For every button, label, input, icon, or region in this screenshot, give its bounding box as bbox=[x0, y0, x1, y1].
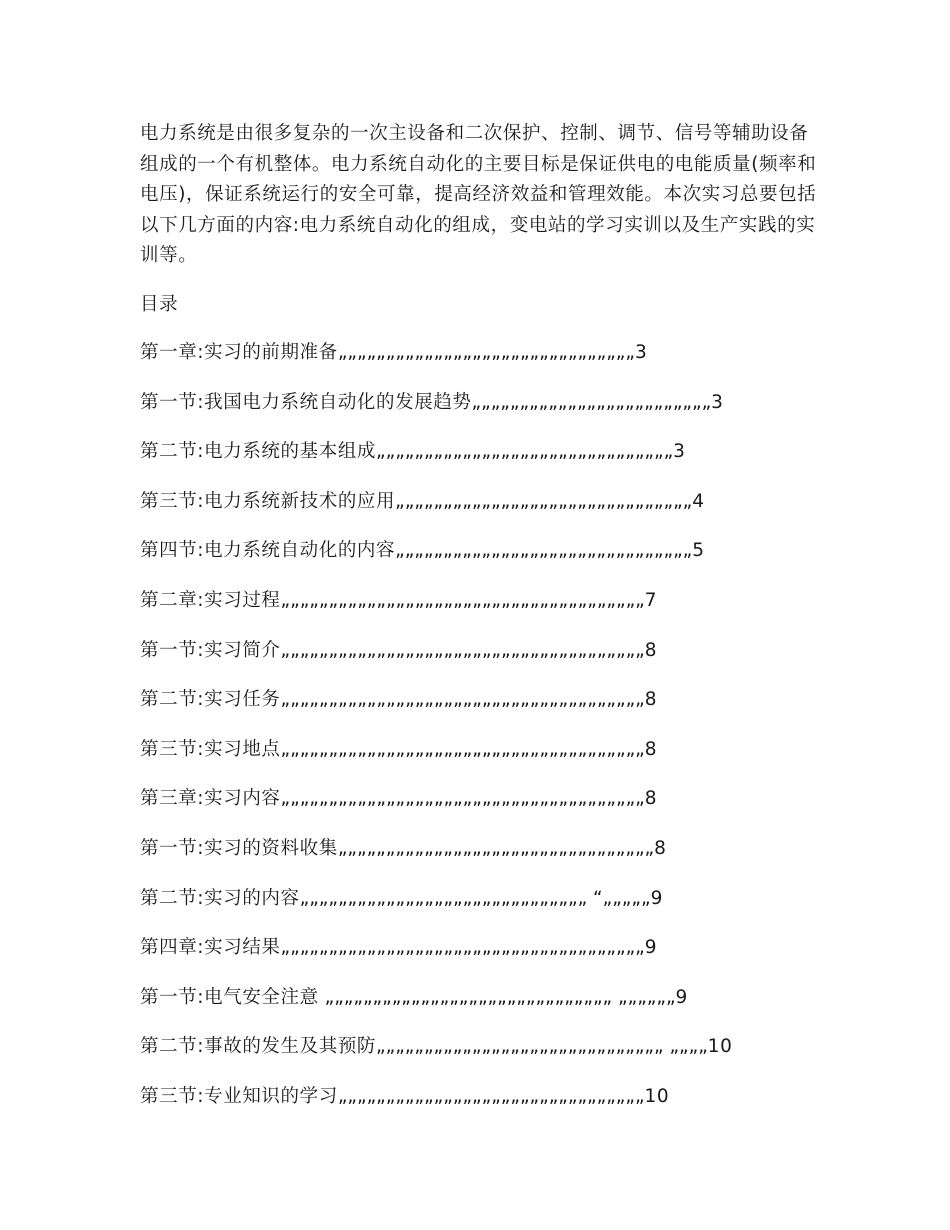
toc-entry bbox=[140, 340, 840, 390]
toc-entry-leader: „„„„„„„„„„„„„„„„„„„„„„„„„„„„„„„ bbox=[395, 490, 693, 512]
toc-entry-leader: „„„„„„„„„„„„„„„„„„„„„„„„„„„„„„„„„„„„„„ bbox=[280, 738, 645, 760]
toc-entry-label: 第三节:电力系统新技术的应用 bbox=[140, 490, 396, 512]
toc-entry-page: 10 bbox=[644, 1085, 670, 1107]
toc-entry-label: 第三节:专业知识的学习 bbox=[140, 1085, 338, 1107]
toc-entry-leader: „„„„„„„„„„„„„„„„„„„„„„„„„„„„„„„ bbox=[337, 342, 635, 363]
toc-entry-leader: „„„„„„„„„„„„„„„„„„„„„„„„„„„„„„„ bbox=[376, 441, 674, 463]
toc-entry-leader: „„„„„„„„„„„„„„„„„„„„„„„„„„„„„„„„„„„„„„ bbox=[280, 689, 645, 711]
toc-entry-leader: „„„„„„„„„„„„„„„„„„„„„„„„„„„„„„ “„„„„„ bbox=[299, 887, 651, 909]
toc-entry bbox=[140, 985, 840, 1035]
toc-entry-page: 10 bbox=[707, 1036, 733, 1058]
toc-entry-label: 第一节:我国电力系统自动化的发展趋势 bbox=[140, 391, 472, 413]
toc-entry-leader: „„„„„„„„„„„„„„„„„„„„„„„„„„„„„„„„ bbox=[337, 1085, 645, 1107]
toc-entry bbox=[140, 836, 840, 886]
toc-entry bbox=[140, 935, 840, 985]
toc-entry-page: 4 bbox=[692, 490, 705, 512]
toc-entry-leader: „„„„„„„„„„„„„„„„„„„„„„„„„„„„„„ „„„„ bbox=[376, 1036, 708, 1058]
toc-entry bbox=[140, 439, 840, 489]
toc-entry-page: 8 bbox=[654, 837, 667, 859]
toc-entry-page: 9 bbox=[644, 937, 658, 959]
toc-entry-page: 5 bbox=[692, 540, 705, 562]
toc-entry-label: 第四节:电力系统自动化的内容 bbox=[140, 540, 396, 562]
toc-entry-leader: „„„„„„„„„„„„„„„„„„„„„„„„„„„„„„„„„„„„„„ bbox=[280, 788, 645, 810]
toc-entry bbox=[140, 489, 840, 539]
toc-entry-page: 8 bbox=[644, 738, 658, 760]
toc-entry-label: 第四章:实习结果 bbox=[140, 937, 281, 959]
toc-entry-leader: „„„„„„„„„„„„„„„„„„„„„„„„„„„„„„„„„„„„„„ bbox=[280, 639, 645, 661]
toc-entry-page: 3 bbox=[673, 441, 686, 463]
toc-entry-label: 第二节:电力系统的基本组成 bbox=[140, 441, 377, 463]
toc-entry-leader: „„„„„„„„„„„„„„„„„„„„„„„„„„„„„„„„„„„„„„ bbox=[280, 589, 645, 611]
toc-entry-page: 9 bbox=[650, 887, 663, 909]
toc-entry-label: 第三节:实习地点 bbox=[140, 738, 281, 760]
toc-entry bbox=[140, 886, 840, 936]
toc-entry-page: 8 bbox=[644, 689, 658, 711]
toc-entry bbox=[140, 390, 840, 440]
toc-entry-label: 第二章:实习过程 bbox=[140, 589, 281, 611]
toc-entry-label: 第一节:电气安全注意 bbox=[140, 986, 319, 1008]
toc-entry-page: 9 bbox=[675, 986, 688, 1008]
toc-entry-leader: „„„„„„„„„„„„„„„„„„„„„„„„„ bbox=[471, 391, 712, 413]
toc-entry bbox=[140, 687, 840, 737]
toc-entry bbox=[140, 1084, 840, 1134]
toc-entry-label: 第二节:事故的发生及其预防 bbox=[140, 1036, 377, 1058]
toc-entry-page: 8 bbox=[644, 788, 658, 810]
toc-entry-leader: „„„„„„„„„„„„„„„„„„„„„„„„„„„„„„„„„„„„„„ bbox=[280, 937, 645, 959]
toc-entry-page: 3 bbox=[634, 342, 648, 363]
toc-entry bbox=[140, 786, 840, 836]
toc-entry-label: 第三章:实习内容 bbox=[140, 788, 281, 810]
toc-entry bbox=[140, 538, 840, 588]
toc-entry bbox=[140, 737, 840, 787]
table-of-contents bbox=[140, 340, 840, 1134]
toc-entry-label: 第二节:实习任务 bbox=[140, 689, 281, 711]
toc-entry-leader: „„„„„„„„„„„„„„„„„„„„„„„„„„„„„„ „„„„„„ bbox=[318, 986, 676, 1008]
toc-entry-leader: „„„„„„„„„„„„„„„„„„„„„„„„„„„„„„„ bbox=[395, 540, 693, 562]
toc-entry bbox=[140, 588, 840, 638]
toc-entry-label: 第一节:实习简介 bbox=[140, 639, 281, 661]
intro-paragraph: 电力系统是由很多复杂的一次主设备和二次保护、控制、调节、信号等辅助设备组成的一个有机整体。电力系统自动化的主要目标是保证供电的电能质量(频率和电压)，保证系统运行的安全可靠，提高经济效益和管理效能。本次实习总要包括以下几方面的内容:电力系统自动化的组成，变电站的学习实训以及生产实践的实训等。 bbox=[140, 123, 817, 266]
toc-entry-label: 第一章:实习的前期准备 bbox=[140, 342, 338, 363]
toc-entry-label: 第二节:实习的内容 bbox=[140, 887, 300, 909]
toc-entry-leader: „„„„„„„„„„„„„„„„„„„„„„„„„„„„„„„„„ bbox=[337, 837, 655, 859]
toc-entry-label: 第一节:实习的资料收集 bbox=[140, 837, 338, 859]
toc-title: 目录 bbox=[140, 294, 179, 315]
toc-entry bbox=[140, 1034, 840, 1084]
toc-entry bbox=[140, 638, 840, 688]
toc-entry-page: 3 bbox=[711, 391, 724, 413]
toc-entry-page: 8 bbox=[644, 639, 658, 661]
toc-entry-page: 7 bbox=[644, 589, 658, 611]
